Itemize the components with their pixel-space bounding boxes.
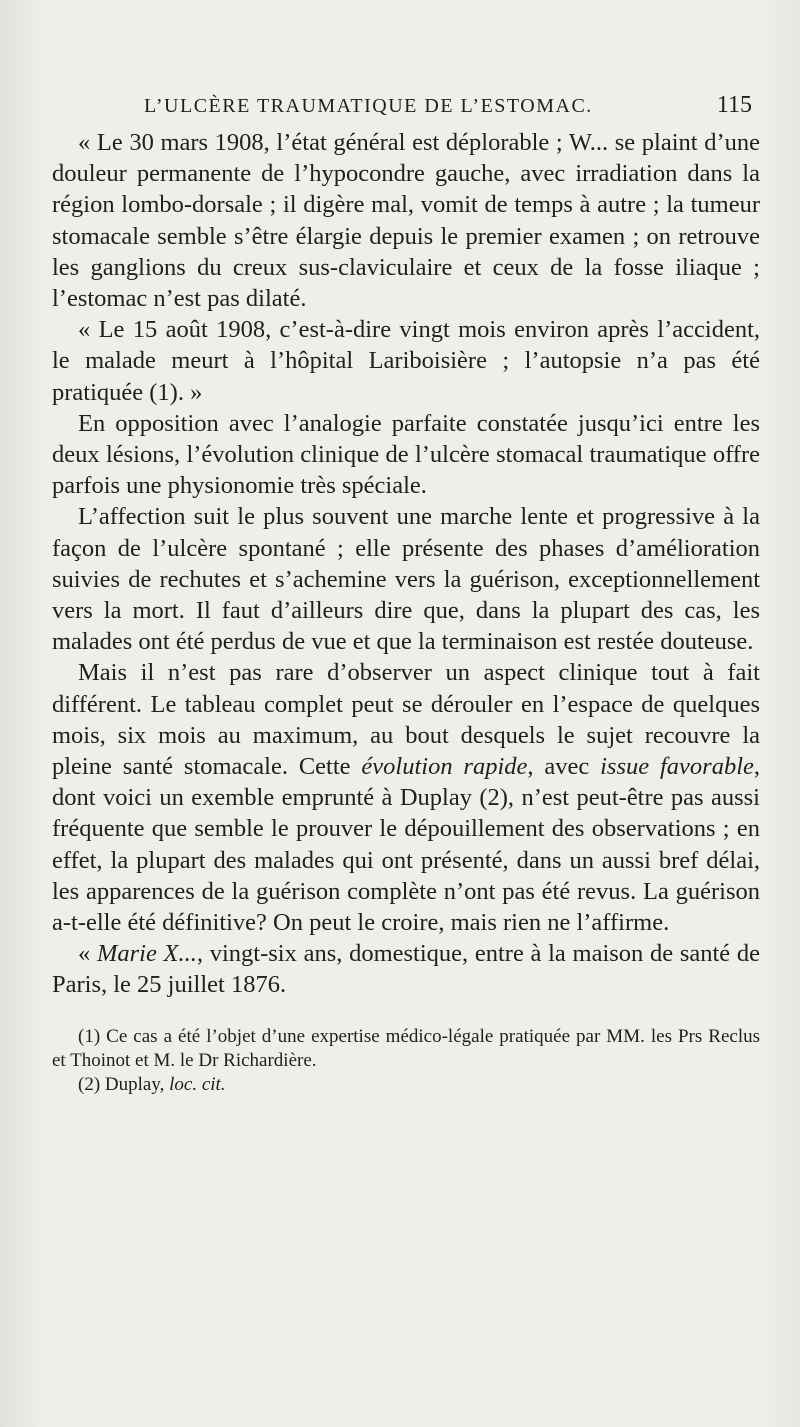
footnote-2-loc-cit: loc. cit.: [169, 1073, 226, 1095]
paragraph-2: « Le 15 août 1908, c’est-à-dire vingt mois environ après l’accident, le malade meurt à l’hôpital Lariboisière ; l’autopsie n’a pas été pratiquée (1). »: [52, 316, 760, 406]
paragraph-4: L’affection suit le plus souvent une marche lente et progressive à la façon de l’ulcère spontané ; elle présente des phases d’amélioration suivies de rechutes et s’achemine vers la guérison, exceptionnellement vers la mort. Il faut d’ailleurs dire que, dans la plupart des cas, les malades ont été perdus de vue et que la terminaison est restée douteuse.: [52, 503, 760, 656]
paragraph-5-text-a: Mais il n’est pas rare d’observer un aspect clinique tout à fait différent. Le tableau complet peut se dérouler en l’espace de quelques mois, six mois au maximum, au bout desquels le sujet recouvre la pleine santé stomacale. Cette: [52, 659, 760, 781]
paragraph-6-text-c: , vingt-six ans, domestique, entre à la maison de santé de Paris, le 25 juillet 1876.: [52, 940, 761, 999]
footnote-2-text: (2) Duplay,: [78, 1073, 170, 1095]
running-title: L’ULCÈRE TRAUMATIQUE DE L’ESTOMAC.: [144, 95, 593, 117]
paragraph-5-text-c: , avec: [527, 753, 601, 781]
paragraph-1: « Le 30 mars 1908, l’état général est déplorable ; W... se plaint d’une douleur permanente de l’hypocondre gauche, avec irradiation dans la région lombo-dorsale ; il digère mal, vomit de temps à autre ; la tumeur stomacale semble s’être élargie depuis le premier examen ; on retrouve les ganglions du creux sus-claviculaire et ceux de la fosse iliaque ; l’estomac n’est pas dilaté.: [52, 129, 760, 313]
running-head: [144, 92, 760, 119]
emphasis-patient-name: Marie X...: [96, 940, 197, 968]
paragraph-6: [52, 938, 760, 1000]
paragraph-6-text-a: «: [78, 940, 97, 968]
emphasis-evolution-rapide: évolution rapide: [361, 753, 528, 781]
footnotes: [52, 1025, 760, 1097]
paragraph-3: En opposition avec l’analogie parfaite constatée jusqu’ici entre les deux lésions, l’évolution clinique de l’ulcère stomacal traumatique offre parfois une physionomie très spéciale.: [52, 409, 760, 500]
paragraph-5: [52, 657, 760, 938]
emphasis-issue-favorable: issue favorable: [600, 753, 754, 781]
footnote-2: [52, 1073, 760, 1097]
paragraph-5-text-e: , dont voici un exemble emprunté à Duplay (2), n’est peut-être pas aussi fréquente que semble le prouver le dépouillement des observations ; en effet, la plupart des malades qui ont présenté, dans un aussi bref délai, les apparences de la guérison complète n’ont pas été revus. La guérison a-t-elle été définitive? On peut le croire, mais rien ne l’affirme.: [52, 753, 761, 937]
page-number: 115: [716, 92, 752, 118]
body-text: [52, 127, 760, 1001]
footnote-1: (1) Ce cas a été l’objet d’une expertise médico-légale pratiquée par MM. les Prs Reclus et Thoinot et M. le Dr Richardière.: [52, 1025, 760, 1071]
